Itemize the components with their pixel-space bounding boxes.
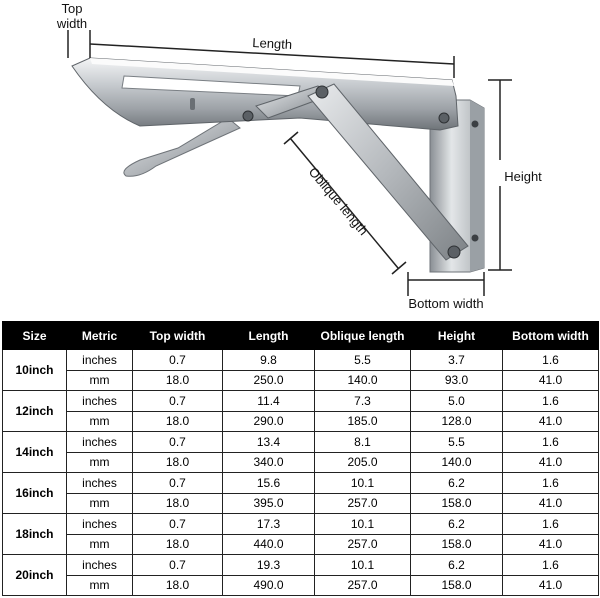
bottom-width-label: Bottom width xyxy=(408,296,484,311)
table-cell: 0.7 xyxy=(133,391,223,412)
table-cell: 41.0 xyxy=(503,493,599,514)
height-label: Height xyxy=(504,169,542,184)
table-row xyxy=(3,370,599,391)
table-row xyxy=(3,555,599,576)
table-cell: 10.1 xyxy=(315,514,411,535)
plate-hole xyxy=(472,235,479,242)
table-row xyxy=(3,452,599,473)
header-size: Size xyxy=(3,322,67,350)
header-bottom-width: Bottom width xyxy=(503,322,599,350)
table-cell: 18.0 xyxy=(133,575,223,596)
table-cell: 490.0 xyxy=(223,575,315,596)
table-cell: 18.0 xyxy=(133,493,223,514)
table-cell: 250.0 xyxy=(223,370,315,391)
table-cell: 41.0 xyxy=(503,575,599,596)
table-row xyxy=(3,493,599,514)
table-row xyxy=(3,575,599,596)
header-oblique-length: Oblique length xyxy=(315,322,411,350)
table-cell: 10.1 xyxy=(315,555,411,576)
table-cell: 257.0 xyxy=(315,534,411,555)
table-cell: inches xyxy=(67,350,133,371)
arm-rivet xyxy=(439,113,449,123)
table-cell: mm xyxy=(67,370,133,391)
table-cell: 8.1 xyxy=(315,432,411,453)
table-cell: 18.0 xyxy=(133,452,223,473)
table-cell: 440.0 xyxy=(223,534,315,555)
table-cell: 158.0 xyxy=(411,575,503,596)
table-cell: 340.0 xyxy=(223,452,315,473)
table-cell: 1.6 xyxy=(503,432,599,453)
size-spec-table xyxy=(2,321,599,596)
table-cell: 140.0 xyxy=(315,370,411,391)
table-cell: mm xyxy=(67,534,133,555)
table-cell: mm xyxy=(67,452,133,473)
table-cell: 0.7 xyxy=(133,555,223,576)
size-cell: 18inch xyxy=(3,514,67,555)
table-cell: 1.6 xyxy=(503,555,599,576)
table-cell: inches xyxy=(67,555,133,576)
table-cell: inches xyxy=(67,432,133,453)
table-cell: inches xyxy=(67,391,133,412)
table-cell: inches xyxy=(67,473,133,494)
table-cell: 1.6 xyxy=(503,514,599,535)
table-cell: 0.7 xyxy=(133,514,223,535)
table-cell: 41.0 xyxy=(503,411,599,432)
table-cell: 395.0 xyxy=(223,493,315,514)
table-cell: 0.7 xyxy=(133,350,223,371)
table-cell: 18.0 xyxy=(133,534,223,555)
table-cell: 41.0 xyxy=(503,452,599,473)
header-length: Length xyxy=(223,322,315,350)
table-cell: 19.3 xyxy=(223,555,315,576)
top-width-label-1: Top xyxy=(61,1,83,16)
table-cell: 128.0 xyxy=(411,411,503,432)
table-row xyxy=(3,350,599,371)
size-cell: 14inch xyxy=(3,432,67,473)
table-cell: mm xyxy=(67,411,133,432)
table-cell: 15.6 xyxy=(223,473,315,494)
top-width-label-2: width xyxy=(56,16,88,31)
header-top-width: Top width xyxy=(133,322,223,350)
table-cell: 93.0 xyxy=(411,370,503,391)
table-cell: mm xyxy=(67,575,133,596)
table-cell: 5.0 xyxy=(411,391,503,412)
table-cell: 0.7 xyxy=(133,432,223,453)
table-cell: 9.8 xyxy=(223,350,315,371)
dim-height xyxy=(488,80,542,270)
table-row xyxy=(3,432,599,453)
table-body xyxy=(3,350,599,596)
table-cell: 5.5 xyxy=(411,432,503,453)
table-cell: 257.0 xyxy=(315,575,411,596)
table-cell: 3.7 xyxy=(411,350,503,371)
table-row xyxy=(3,391,599,412)
plate-hole xyxy=(472,121,479,128)
table-cell: 41.0 xyxy=(503,370,599,391)
table-cell: 158.0 xyxy=(411,493,503,514)
table-cell: 7.3 xyxy=(315,391,411,412)
table-row xyxy=(3,534,599,555)
brace-rivet xyxy=(316,86,328,98)
length-label: Length xyxy=(251,34,293,53)
table-row xyxy=(3,514,599,535)
release-lever xyxy=(124,118,240,176)
table-row xyxy=(3,473,599,494)
table-cell: mm xyxy=(67,493,133,514)
table-cell: 11.4 xyxy=(223,391,315,412)
table-cell: 158.0 xyxy=(411,534,503,555)
table-cell: 1.6 xyxy=(503,473,599,494)
table-cell: 185.0 xyxy=(315,411,411,432)
table-cell: 1.6 xyxy=(503,391,599,412)
size-cell: 10inch xyxy=(3,350,67,391)
table-cell: 0.7 xyxy=(133,473,223,494)
size-cell: 16inch xyxy=(3,473,67,514)
table-header-row xyxy=(3,322,599,350)
table-cell: 18.0 xyxy=(133,411,223,432)
oblique-length-label: Oblique length xyxy=(305,164,372,239)
header-metric: Metric xyxy=(67,322,133,350)
table-cell: 205.0 xyxy=(315,452,411,473)
table-row xyxy=(3,411,599,432)
table-cell: 10.1 xyxy=(315,473,411,494)
size-cell: 20inch xyxy=(3,555,67,596)
arm-rivet xyxy=(243,111,253,121)
table-cell: 17.3 xyxy=(223,514,315,535)
table-cell: 1.6 xyxy=(503,350,599,371)
brace-rivet xyxy=(448,246,460,258)
table-cell: 18.0 xyxy=(133,370,223,391)
table-cell: 6.2 xyxy=(411,514,503,535)
table-cell: 6.2 xyxy=(411,555,503,576)
bracket-illustration xyxy=(72,58,484,272)
header-height: Height xyxy=(411,322,503,350)
table-cell: 5.5 xyxy=(315,350,411,371)
dim-top-width xyxy=(56,1,90,58)
table-cell: inches xyxy=(67,514,133,535)
table-cell: 140.0 xyxy=(411,452,503,473)
table-cell: 6.2 xyxy=(411,473,503,494)
table-cell: 13.4 xyxy=(223,432,315,453)
dim-bottom-width xyxy=(408,272,484,311)
table-cell: 257.0 xyxy=(315,493,411,514)
table-cell: 41.0 xyxy=(503,534,599,555)
table-cell: 290.0 xyxy=(223,411,315,432)
size-cell: 12inch xyxy=(3,391,67,432)
